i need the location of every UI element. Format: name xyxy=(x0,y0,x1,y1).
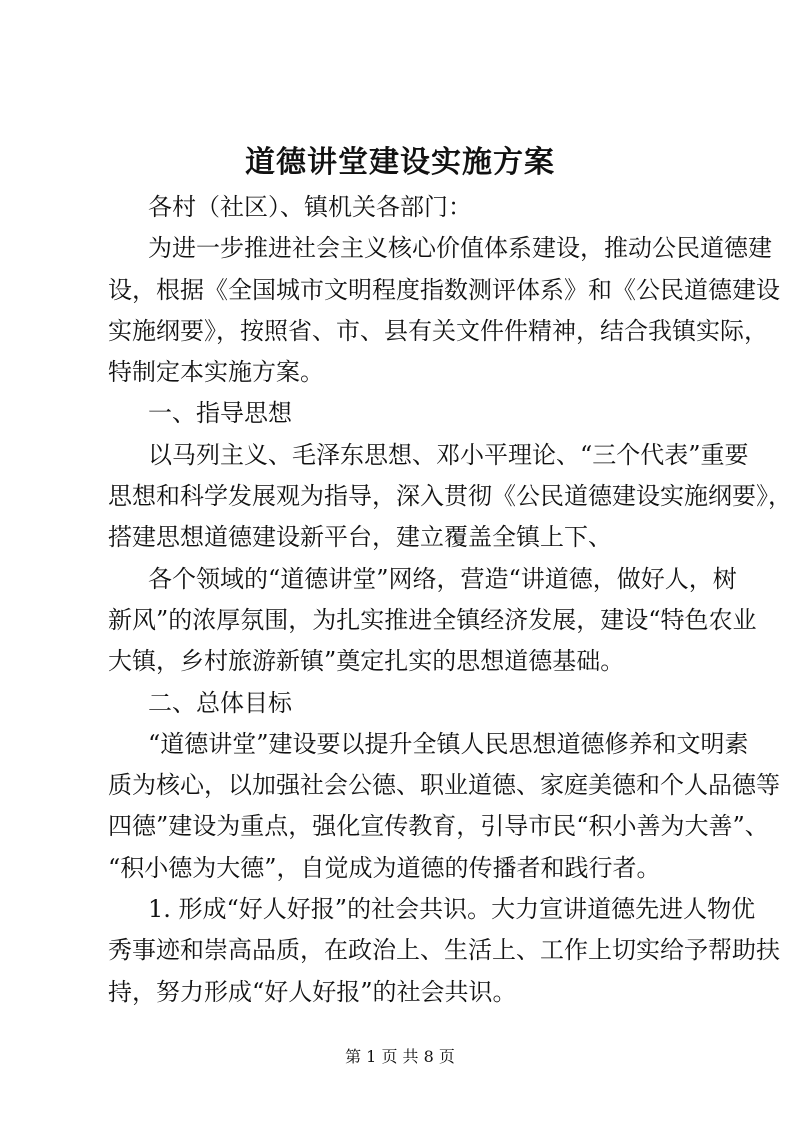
paragraph-line: 质为核心，以加强社会公德、职业道德、家庭美德和个人品德等 xyxy=(108,771,780,800)
paragraph-line: 特制定本实施方案。 xyxy=(108,358,324,387)
paragraph-line: 大镇，乡村旅游新镇”奠定扎实的思想道德基础。 xyxy=(108,647,625,676)
paragraph-line: 实施纲要》，按照省、市、县有关文件件精神，结合我镇实际， xyxy=(108,316,768,345)
paragraph-line: 持，努力形成“好人好报”的社会共识。 xyxy=(108,977,517,1006)
paragraph-line: “积小德为大德”，自觉成为道德的传播者和践行者。 xyxy=(108,853,661,882)
paragraph-line: 为进一步推进社会主义核心价值体系建设，推动公民道德建 xyxy=(148,234,772,263)
section-heading: 一、指导思想 xyxy=(148,399,292,428)
paragraph-line: 搭建思想道德建设新平台，建立覆盖全镇上下、 xyxy=(108,523,612,552)
paragraph-line: 1. 形成“好人好报”的社会共识。大力宣讲道德先进人物优 xyxy=(148,895,756,924)
paragraph-line: 思想和科学发展观为指导，深入贯彻《公民道德建设实施纲要》， xyxy=(108,482,792,511)
paragraph-line: 新风”的浓厚氛围，为扎实推进全镇经济发展，建设“特色农业 xyxy=(108,605,757,634)
section-heading: 二、总体目标 xyxy=(148,688,292,717)
paragraph-line: 以马列主义、毛泽东思想、邓小平理论、“三个代表”重要 xyxy=(148,440,749,469)
paragraph-line: 各个领域的“道德讲堂”网络，营造“讲道德，做好人，树 xyxy=(148,564,737,593)
paragraph-line: 秀事迹和崇高品质，在政治上、生活上、工作上切实给予帮助扶 xyxy=(108,936,780,965)
document-title: 道德讲堂建设实施方案 xyxy=(245,145,555,180)
salutation-line: 各村（社区）、镇机关各部门： xyxy=(148,193,472,221)
paragraph-line: 设，根据《全国城市文明程度指数测评体系》和《公民道德建设 xyxy=(108,275,780,304)
paragraph-line: “道德讲堂”建设要以提升全镇人民思想道德修养和文明素 xyxy=(148,729,749,758)
page-footer: 第 1 页 共 8 页 xyxy=(345,1047,455,1066)
document-body xyxy=(108,187,792,1013)
paragraph-line: 四德”建设为重点，强化宣传教育，引导市民“积小善为大善”、 xyxy=(108,812,769,841)
